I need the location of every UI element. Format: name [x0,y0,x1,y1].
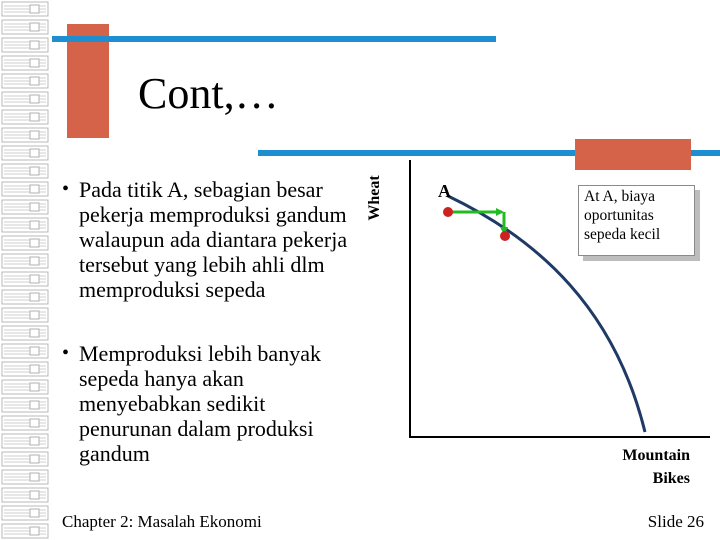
callout-box [578,185,695,256]
bullet-icon: • [62,342,70,364]
x-axis-label [580,444,690,490]
x-axis-label-line1: Mountain [622,447,690,464]
callout-line: oportunitas [584,207,654,224]
point-a-marker [443,207,453,217]
slide-number: Slide 26 [647,512,704,531]
callout-line: At A, biaya [584,188,656,205]
callout-line: sepeda kecil [584,226,661,243]
point-a-label: A [438,181,451,201]
slide-title: Cont,… [138,69,279,118]
bullet-text: Memproduksi lebih banyak sepeda hanya akan menyebabkan sedikit penurunan dalam produksi gandum [79,341,321,466]
bullet-text: Pada titik A, sebagian besar pekerja memproduksi gandum walaupun ada diantara pekerja tersebut yang lebih ahli dlm memproduksi sepeda [79,177,348,302]
footer-text: Chapter 2: Masalah Ekonomi [62,512,262,531]
bullet-icon: • [62,178,70,200]
y-axis-label: Wheat [366,175,383,221]
point-b-marker [500,231,510,241]
x-axis-label-line2: Bikes [652,470,690,487]
